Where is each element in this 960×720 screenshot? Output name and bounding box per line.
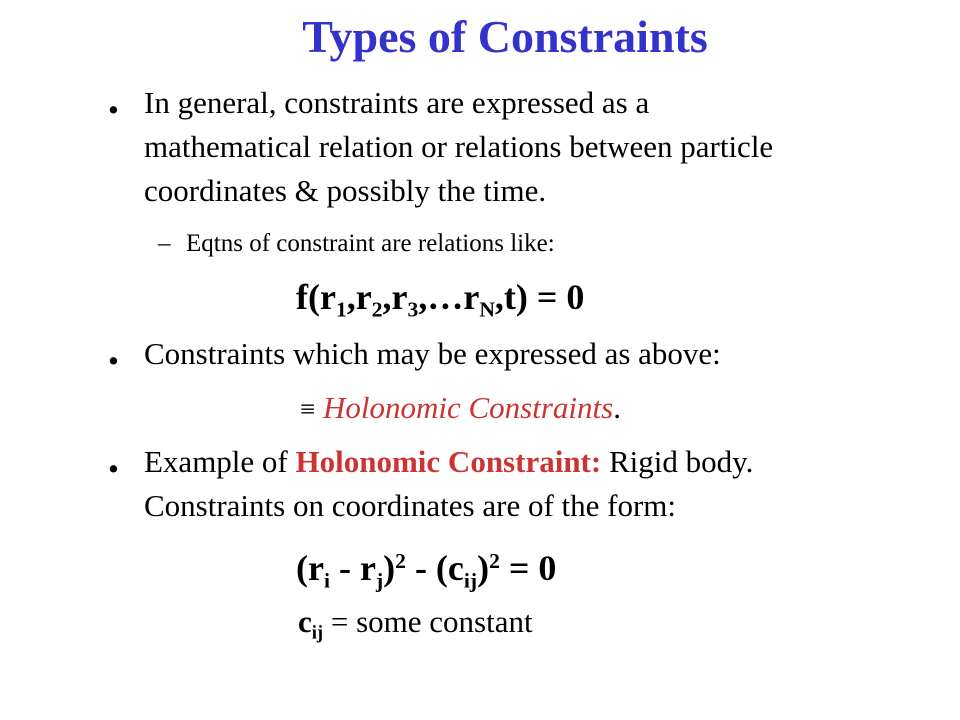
sub-dash: – (158, 230, 171, 257)
constraint-equation: $f(r_1,r_2,r_3,\dots r_N,t) = 0$ (296, 277, 585, 322)
holonomic-definition: ≡ Holonomic Constraints. (300, 390, 621, 425)
rigid-body-equation: $(r_i - r_j)^2 - (c_{ij})^2 = 0$ (296, 548, 557, 593)
bullet-dot: • (108, 343, 119, 378)
bullet-dot: • (108, 451, 119, 486)
bullet2-text: Constraints which may be expressed as above: (144, 336, 721, 371)
bullet3-line2: Constraints on coordinates are of the form: (144, 488, 677, 523)
slide-title: Types of Constraints (302, 11, 708, 62)
holonomic-constraint-highlight: Holonomic Constraint: (295, 444, 602, 479)
sub-bullet-text: Eqtns of constraint are relations like: (186, 230, 555, 257)
bullet3-line1: Example of Holonomic Constraint: Rigid body. (144, 444, 754, 479)
equiv-symbol: ≡ (300, 394, 316, 424)
bullet1-line2: mathematical relation or relations between particle (144, 129, 774, 164)
bullet1-line1: In general, constraints are expressed as a (144, 85, 650, 120)
bullet-dot: • (108, 92, 119, 127)
bullet1-line3: coordinates & possibly the time. (144, 173, 547, 208)
cij-definition: $c_{ij}$ = some constant (298, 604, 533, 644)
